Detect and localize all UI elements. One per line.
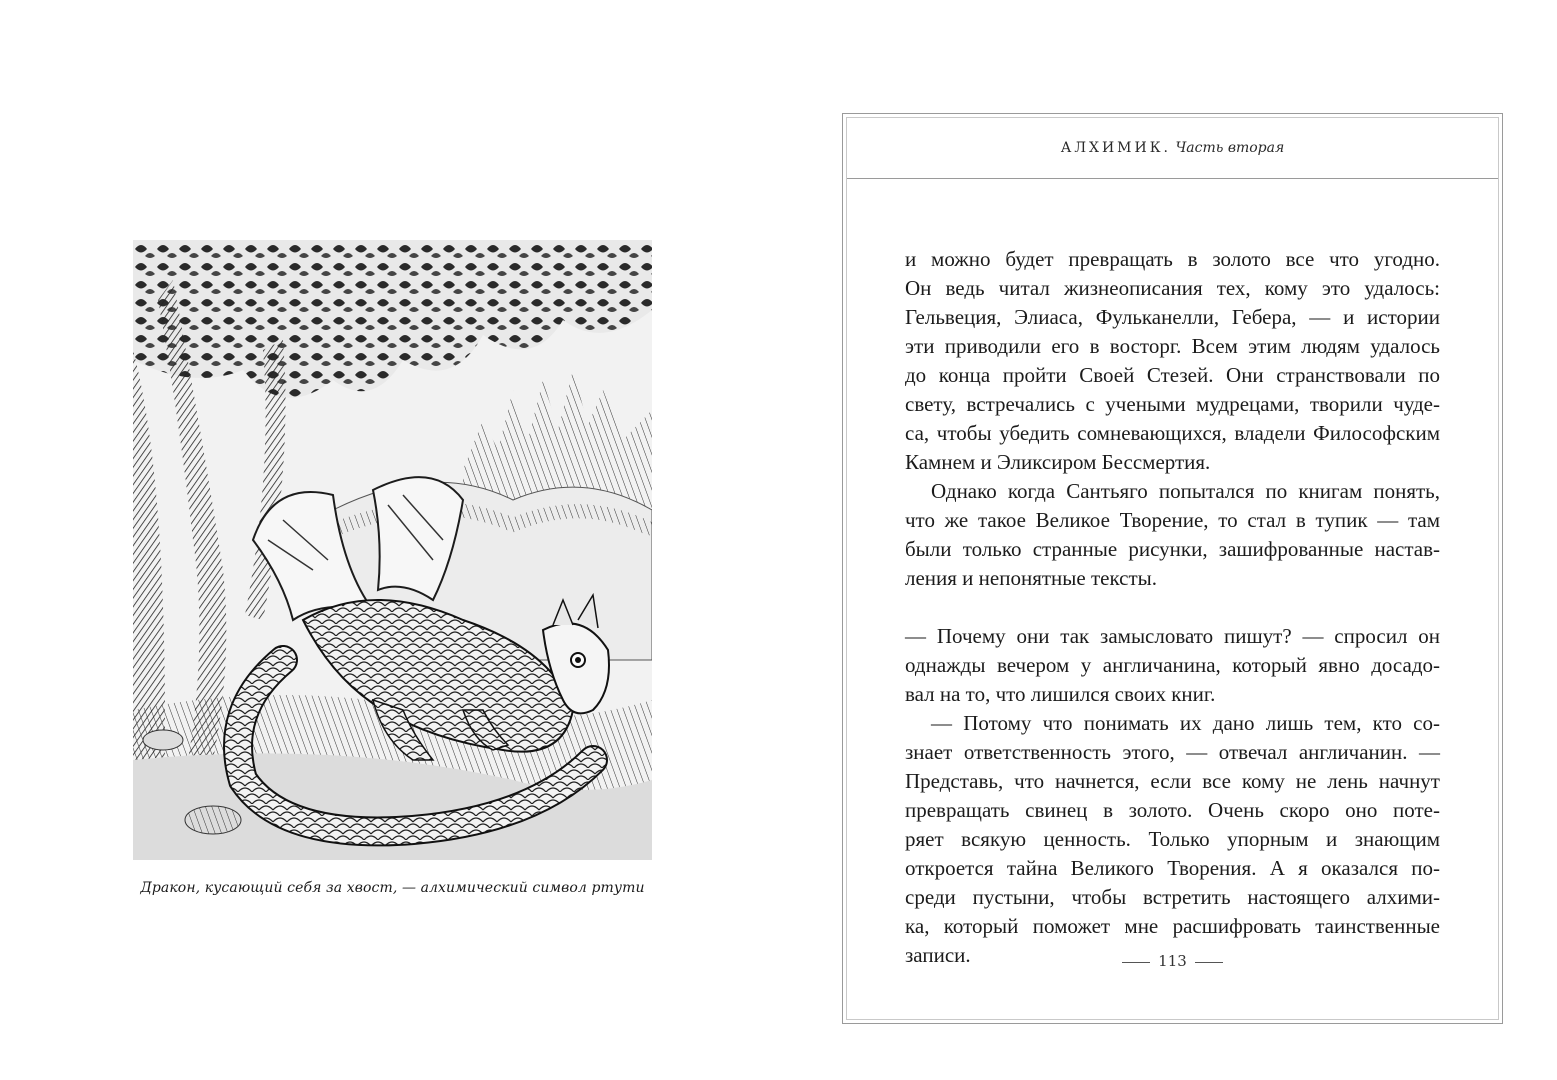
text-line: ка, который поможет мне расшифровать таинственные xyxy=(905,914,1440,938)
page-number xyxy=(843,952,1502,970)
running-head xyxy=(843,140,1502,156)
text-line: до конца пройти Своей Стезей. Они странствовали по xyxy=(905,363,1440,387)
text-line: Представь, что начнется, если все кому не лень начнут xyxy=(905,769,1440,793)
folio-dash-left xyxy=(1122,962,1150,963)
text-line: записи. xyxy=(905,943,971,967)
text-line: и можно будет превращать в золото все что угодно. xyxy=(905,247,1440,271)
text-line: вал на то, что лишился своих книг. xyxy=(905,682,1216,706)
right-page xyxy=(842,113,1503,1024)
text-line: Он ведь читал жизнеописания тех, кому это удалось: xyxy=(905,276,1440,300)
text-line: однажды вечером у англичанина, который явно досадо- xyxy=(905,653,1440,677)
page-number-value: 113 xyxy=(1158,952,1187,970)
text-line: свету, встречались с учеными мудрецами, творили чуде- xyxy=(905,392,1440,416)
paragraph-gap xyxy=(905,593,1440,622)
ouroboros-dragon-image xyxy=(133,240,652,860)
running-head-book-title: АЛХИМИК. xyxy=(1060,140,1172,156)
dragon-engraving-illustration xyxy=(133,240,652,860)
text-line: Однако когда Сантьяго попытался по книгам понять, xyxy=(931,479,1440,503)
text-line: знает ответственность этого, — отвечал англичанин. — xyxy=(905,740,1440,764)
text-line: среди пустыни, чтобы встретить настоящего алхими- xyxy=(905,885,1440,909)
illustration-caption: Дракон, кусающий себя за хвост, — алхимический символ ртути xyxy=(140,880,645,896)
text-line: Гельвеция, Элиаса, Фульканелли, Гебера, — и истории xyxy=(905,305,1440,329)
running-head-part: Часть вторая xyxy=(1175,140,1285,156)
text-line: откроется тайна Великого Творения. А я оказался по- xyxy=(905,856,1440,880)
folio-dash-right xyxy=(1195,962,1223,963)
text-line: са, чтобы убедить сомневающихся, владели Философским xyxy=(905,421,1440,445)
text-line: эти приводили его в восторг. Всем этим людям удалось xyxy=(905,334,1440,358)
body-text xyxy=(905,245,1440,970)
left-page xyxy=(0,0,778,1080)
text-line: — Почему они так замысловато пишут? — спросил он xyxy=(905,624,1440,648)
text-line: — Потому что понимать их дано лишь тем, кто со- xyxy=(931,711,1440,735)
text-line: превращать свинец в золото. Очень скоро оно поте- xyxy=(905,798,1440,822)
text-line: Камнем и Эликсиром Бессмертия. xyxy=(905,450,1211,474)
text-line: ления и непонятные тексты. xyxy=(905,566,1157,590)
header-rule xyxy=(847,178,1498,179)
text-line: были только странные рисунки, зашифрованные настав- xyxy=(905,537,1440,561)
text-line: ряет всякую ценность. Только упорным и знающим xyxy=(905,827,1440,851)
text-line: что же такое Великое Творение, то стал в тупик — там xyxy=(905,508,1440,532)
